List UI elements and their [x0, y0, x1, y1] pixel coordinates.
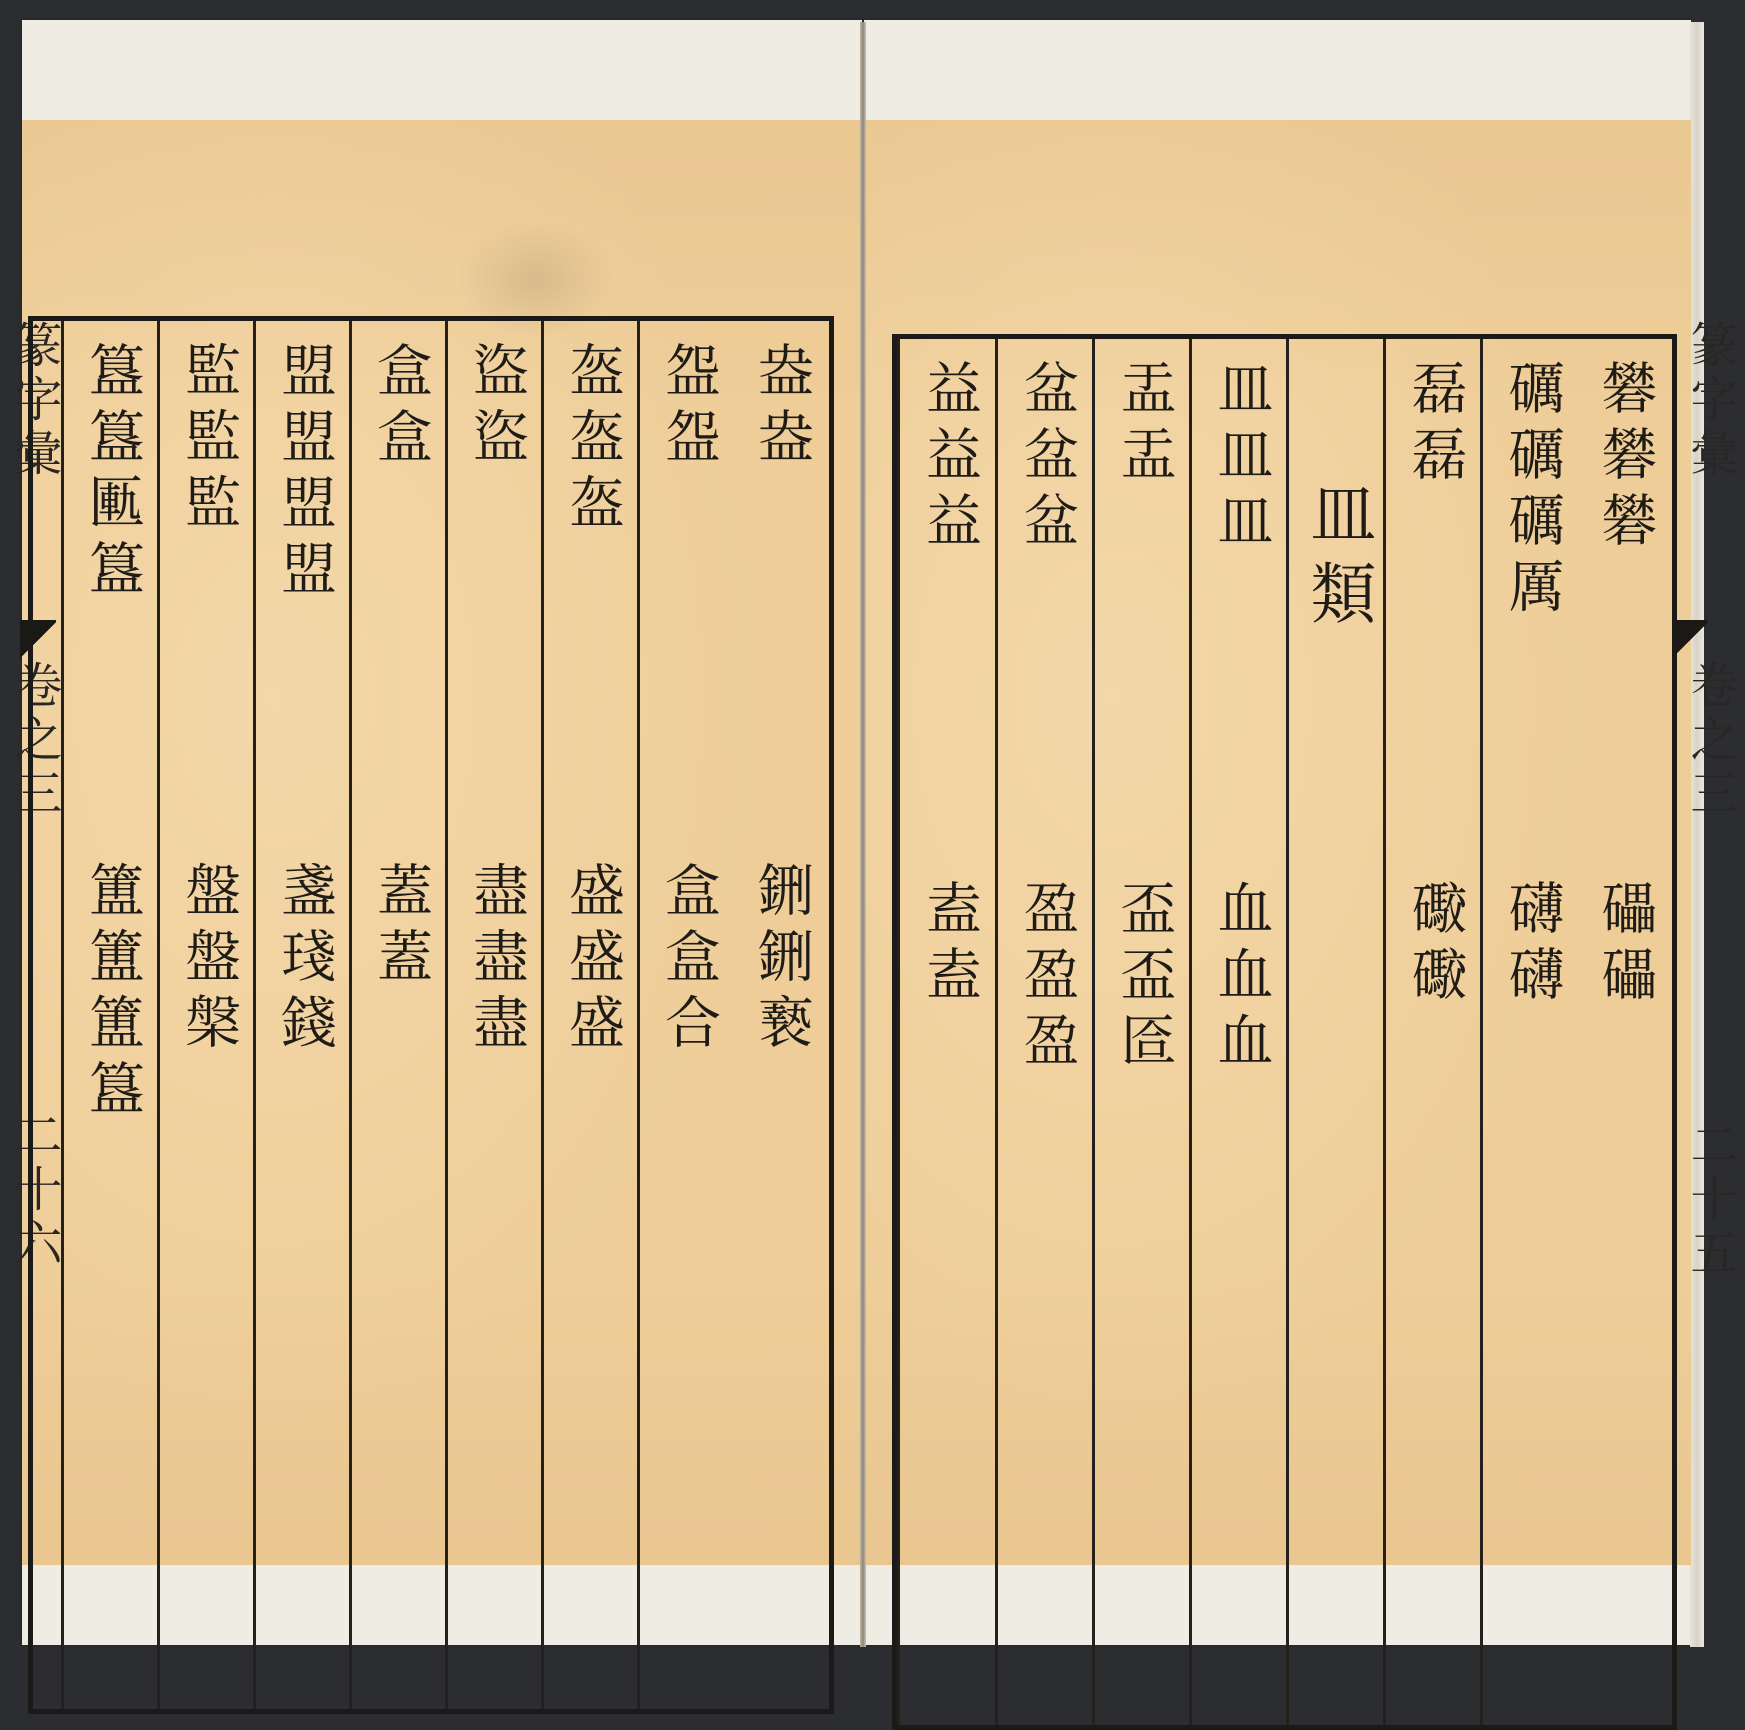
left-col-7-bottom: 盤盤槃: [176, 861, 241, 1059]
left-col-5: [349, 321, 448, 1709]
left-col-1-top: 盎盎: [749, 341, 814, 473]
section-heading: 皿類: [1299, 479, 1376, 639]
right-col-6-top: 盂盂: [1111, 359, 1177, 491]
left-col-2-top: 盌盌: [656, 341, 721, 473]
right-col-6: [1092, 339, 1192, 1725]
left-col-8-bottom: 簠簠簠簋: [80, 861, 145, 1125]
left-col-1-bottom: 鉶鉶䙝: [749, 861, 814, 1059]
left-col-2: [637, 321, 736, 1709]
right-fish-tail: [1672, 620, 1708, 660]
left-col-4: [445, 321, 544, 1709]
right-col-8-top: 益益益: [917, 359, 982, 557]
left-col-6: [253, 321, 352, 1709]
right-col-1: [1577, 339, 1672, 1725]
right-col-1-bottom: 礧礧: [1592, 879, 1658, 1011]
right-col-2-bottom: 礴礴: [1499, 879, 1565, 1011]
left-margin-page: 二十六: [6, 1110, 62, 1272]
left-col-6-top: 盟盟盟盟: [272, 341, 337, 605]
right-margin-page: 二十五: [1682, 1120, 1738, 1282]
right-col-heading: [1286, 339, 1386, 1725]
right-col-5-top: 皿皿皿: [1208, 359, 1274, 557]
right-col-8: [897, 339, 998, 1725]
left-col-3: [541, 321, 640, 1709]
right-col-2-top: 礪礪礪厲: [1499, 359, 1565, 623]
left-col-1: [733, 321, 829, 1709]
left-col-8-top: 簋簋匭簋: [80, 341, 145, 605]
right-col-1-top: 礬礬礬: [1592, 359, 1658, 557]
left-col-8: [61, 321, 160, 1709]
right-col-3-bottom: 礮礮: [1402, 879, 1468, 1011]
right-col-3: [1383, 339, 1483, 1725]
left-text-panel: [28, 316, 834, 1714]
right-col-3-top: 磊磊: [1402, 359, 1468, 491]
left-col-4-bottom: 盡盡盡: [464, 861, 529, 1059]
left-margin-volume: 卷之三: [6, 660, 62, 822]
left-col-2-bottom: 盒盒合: [656, 861, 721, 1059]
left-col-5-bottom: 蓋蓋: [368, 861, 433, 993]
right-col-7: [995, 339, 1095, 1725]
right-text-panel: [892, 334, 1677, 1730]
left-margin-title: 篆字彙: [6, 320, 62, 482]
left-col-3-bottom: 盛盛盛: [560, 861, 625, 1059]
right-margin-title: 篆字彙: [1682, 320, 1738, 482]
left-col-7-top: 監監監: [176, 341, 241, 539]
left-col-3-top: 盔盔盔: [560, 341, 625, 539]
right-margin-volume: 卷之三: [1682, 660, 1738, 822]
right-col-2: [1480, 339, 1580, 1725]
right-col-7-top: 盆盆盆: [1014, 359, 1080, 557]
book-gutter: [860, 22, 866, 1647]
right-col-5: [1189, 339, 1289, 1725]
right-col-5-bottom: 血血血: [1208, 879, 1274, 1077]
right-col-6-bottom: 盃盃匼: [1111, 879, 1177, 1077]
left-col-5-top: 盒盒: [368, 341, 433, 473]
page-edge: [1690, 22, 1704, 1647]
right-col-8-bottom: 盍盍: [917, 879, 982, 1011]
left-col-7: [157, 321, 256, 1709]
right-col-7-bottom: 盈盈盈: [1014, 879, 1080, 1077]
left-col-6-bottom: 盞琖錢: [272, 861, 337, 1059]
left-col-4-top: 盜盜: [464, 341, 529, 473]
